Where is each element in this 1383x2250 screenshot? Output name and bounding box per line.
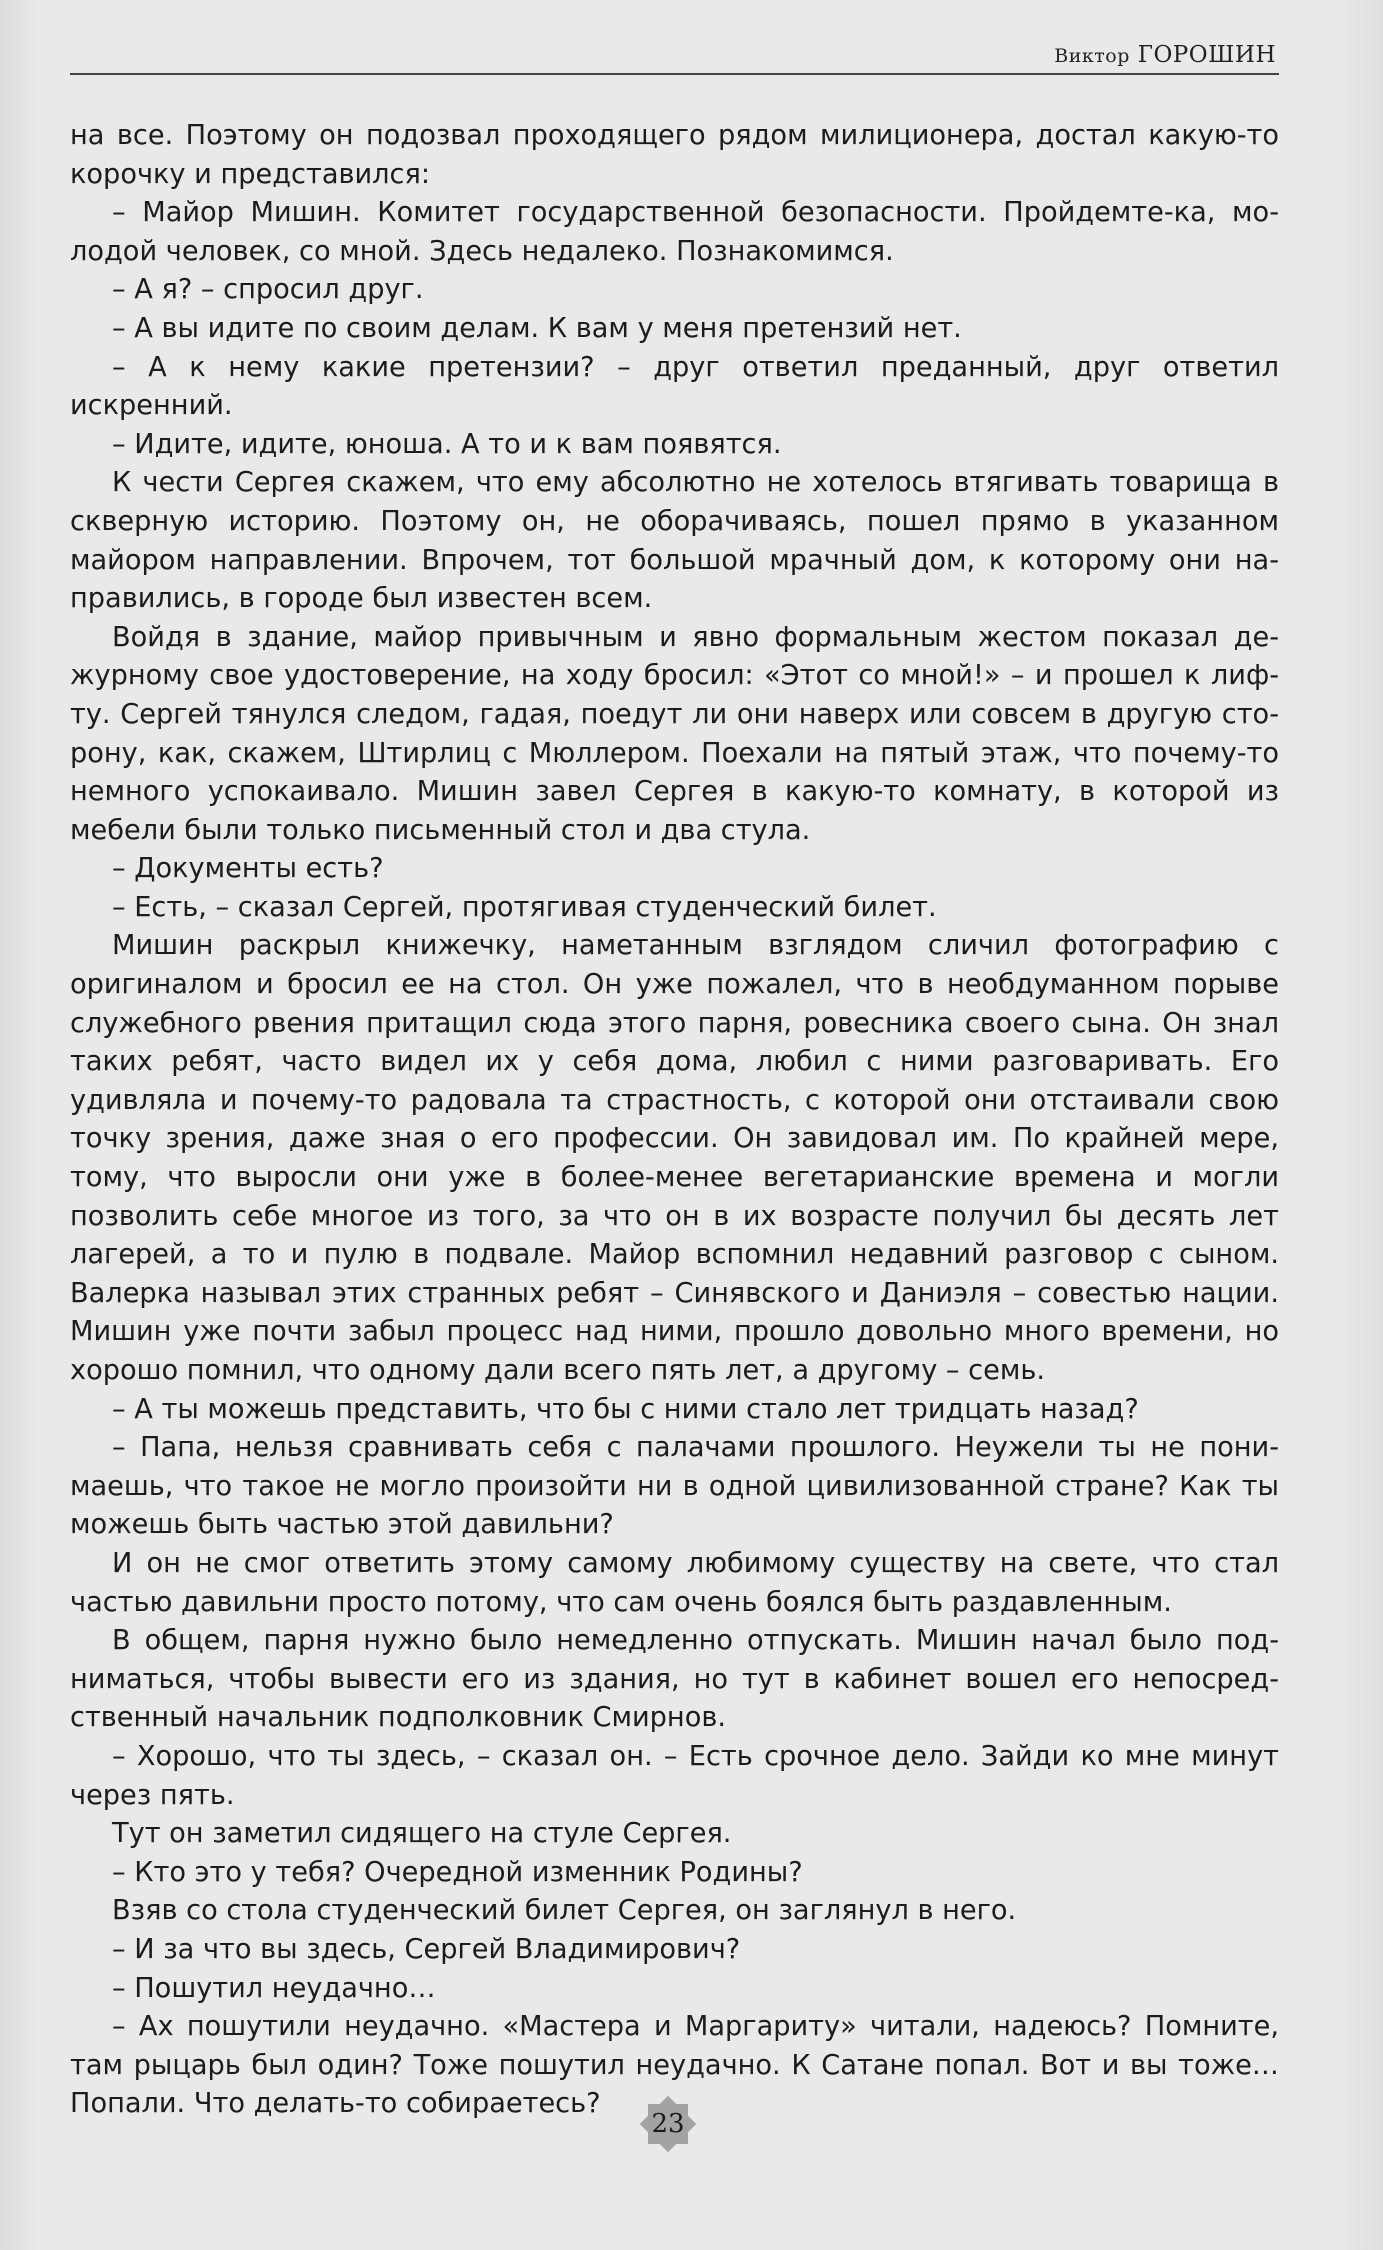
paragraph: Взяв со стола студенческий билет Сергея, он заглянул в него. <box>112 1895 1017 1927</box>
paragraph: – Ах пошутили неудачно. «Мастера и Маргариту» читали, надеюсь? Помните, там рыцарь был один? Тоже пошутил неудачно. К Сатане попал. Вот и вы тоже… Попали. Что делать-то собираетесь? <box>70 2011 1279 2120</box>
paragraph: К чести Сергея скажем, что ему абсолютно не хотелось втягивать товарища в скверную историю. Поэтому он, не оборачиваясь, пошел прямо в указанном майором направлении. Впрочем, тот большой мрачный дом, к которому они направились, в городе был известен всем. <box>70 467 1279 615</box>
paragraph: И он не смог ответить этому самому любимому существу на свете, что стал частью давильни просто потому, что сам очень боялся быть раздавленным. <box>70 1547 1279 1618</box>
paragraph: – Идите, идите, юноша. А то и к вам появятся. <box>112 428 782 460</box>
page-number: 23 <box>651 2109 685 2139</box>
paragraph: – А вы идите по своим делам. К вам у меня претензий нет. <box>112 312 962 344</box>
running-head-author-last: ГОРОШИН <box>1137 42 1276 68</box>
paragraph: – Есть, – сказал Сергей, протягивая студенческий билет. <box>112 891 937 923</box>
paragraph: – Майор Мишин. Комитет государственной безопасности. Пройдемте-ка, молодой человек, со мной. Здесь недалеко. Познакомимся. <box>70 197 1279 267</box>
paragraph: – Хорошо, что ты здесь, – сказал он. – Есть срочное дело. Зайди ко мне минут через пять. <box>70 1740 1279 1811</box>
paragraph: – А к нему какие претензии? – друг ответил преданный, друг ответил искренний. <box>70 351 1279 422</box>
page-number-badge <box>636 2092 700 2156</box>
paragraph: – Папа, нельзя сравнивать себя с палачами прошлого. Неужели ты не понимаешь, что такое не могло произойти ни в одной цивилизованной стране? Как ты можешь быть частью этой давильни? <box>70 1432 1279 1541</box>
paragraph: Войдя в здание, майор привычным и явно формальным жестом показал дежурному свое удостоверение, на ходу бросил: «Этот со мной!» – и прошел к лифту. Сергей тянулся следом, гадая, поедут ли они наверх или совсем в другую сторону, как, скажем, Штирлиц с Мюллером. Поехали на пятый этаж, что почему-то немного успокаивало. Мишин завел Сергея в какую-то комнату, в которой из мебели были только письменный стол и два стула. <box>70 621 1279 846</box>
paragraph: – Документы есть? <box>112 853 384 885</box>
paragraph: – Кто это у тебя? Очередной изменник Родины? <box>112 1856 803 1888</box>
paragraph: – А я? – спросил друг. <box>112 274 424 306</box>
running-head <box>1054 42 1276 68</box>
paragraph: – А ты можешь представить, что бы с ними стало лет тридцать назад? <box>112 1393 1139 1425</box>
paragraph: – И за что вы здесь, Сергей Владимирович? <box>112 1933 741 1965</box>
paragraph: В общем, парня нужно было немедленно отпускать. Мишин начал было подниматься, чтобы вывести его из здания, но тут в кабинет вошел его непосредственный начальник подполковник Смирнов. <box>70 1625 1279 1734</box>
body-text <box>70 117 1279 2124</box>
paragraph: на все. Поэтому он подозвал проходящего рядом милиционера, достал какую-то корочку и представился: <box>70 120 1279 190</box>
paragraph: Мишин раскрыл книжечку, наметанным взглядом сличил фотографию с оригиналом и бросил ее на стол. Он уже пожалел, что в необдуманном порыве служебного рвения притащил сюда этого парня, ровесника своего сына. Он знал таких ребят, часто видел их у себя дома, любил с ними разговаривать. Его удивляла и почему-то радовала та страстность, с которой они отстаивали свою точку зрения, даже зная о его профессии. Он завидовал им. По крайней мере, тому, что выросли они уже в более-менее вегетарианские времена и могли позволить себе многое из того, за что он в их возрасте получил бы десять лет лагерей, а то и пулю в подвале. Майор вспомнил недавний разговор с сыном. Валерка называл этих странных ребят – Синявского и Даниэля – совестью нации. Мишин уже почти забыл процесс над ними, прошло довольно много времени, но хорошо помнил, что одному дали всего пять лет, а другому – семь. <box>70 930 1279 1386</box>
paragraph: Тут он заметил сидящего на стуле Сергея. <box>112 1818 732 1850</box>
paragraph: – Пошутил неудачно… <box>112 1972 436 2004</box>
running-head-author-first: Виктор <box>1054 45 1130 67</box>
header-rule <box>70 73 1279 75</box>
